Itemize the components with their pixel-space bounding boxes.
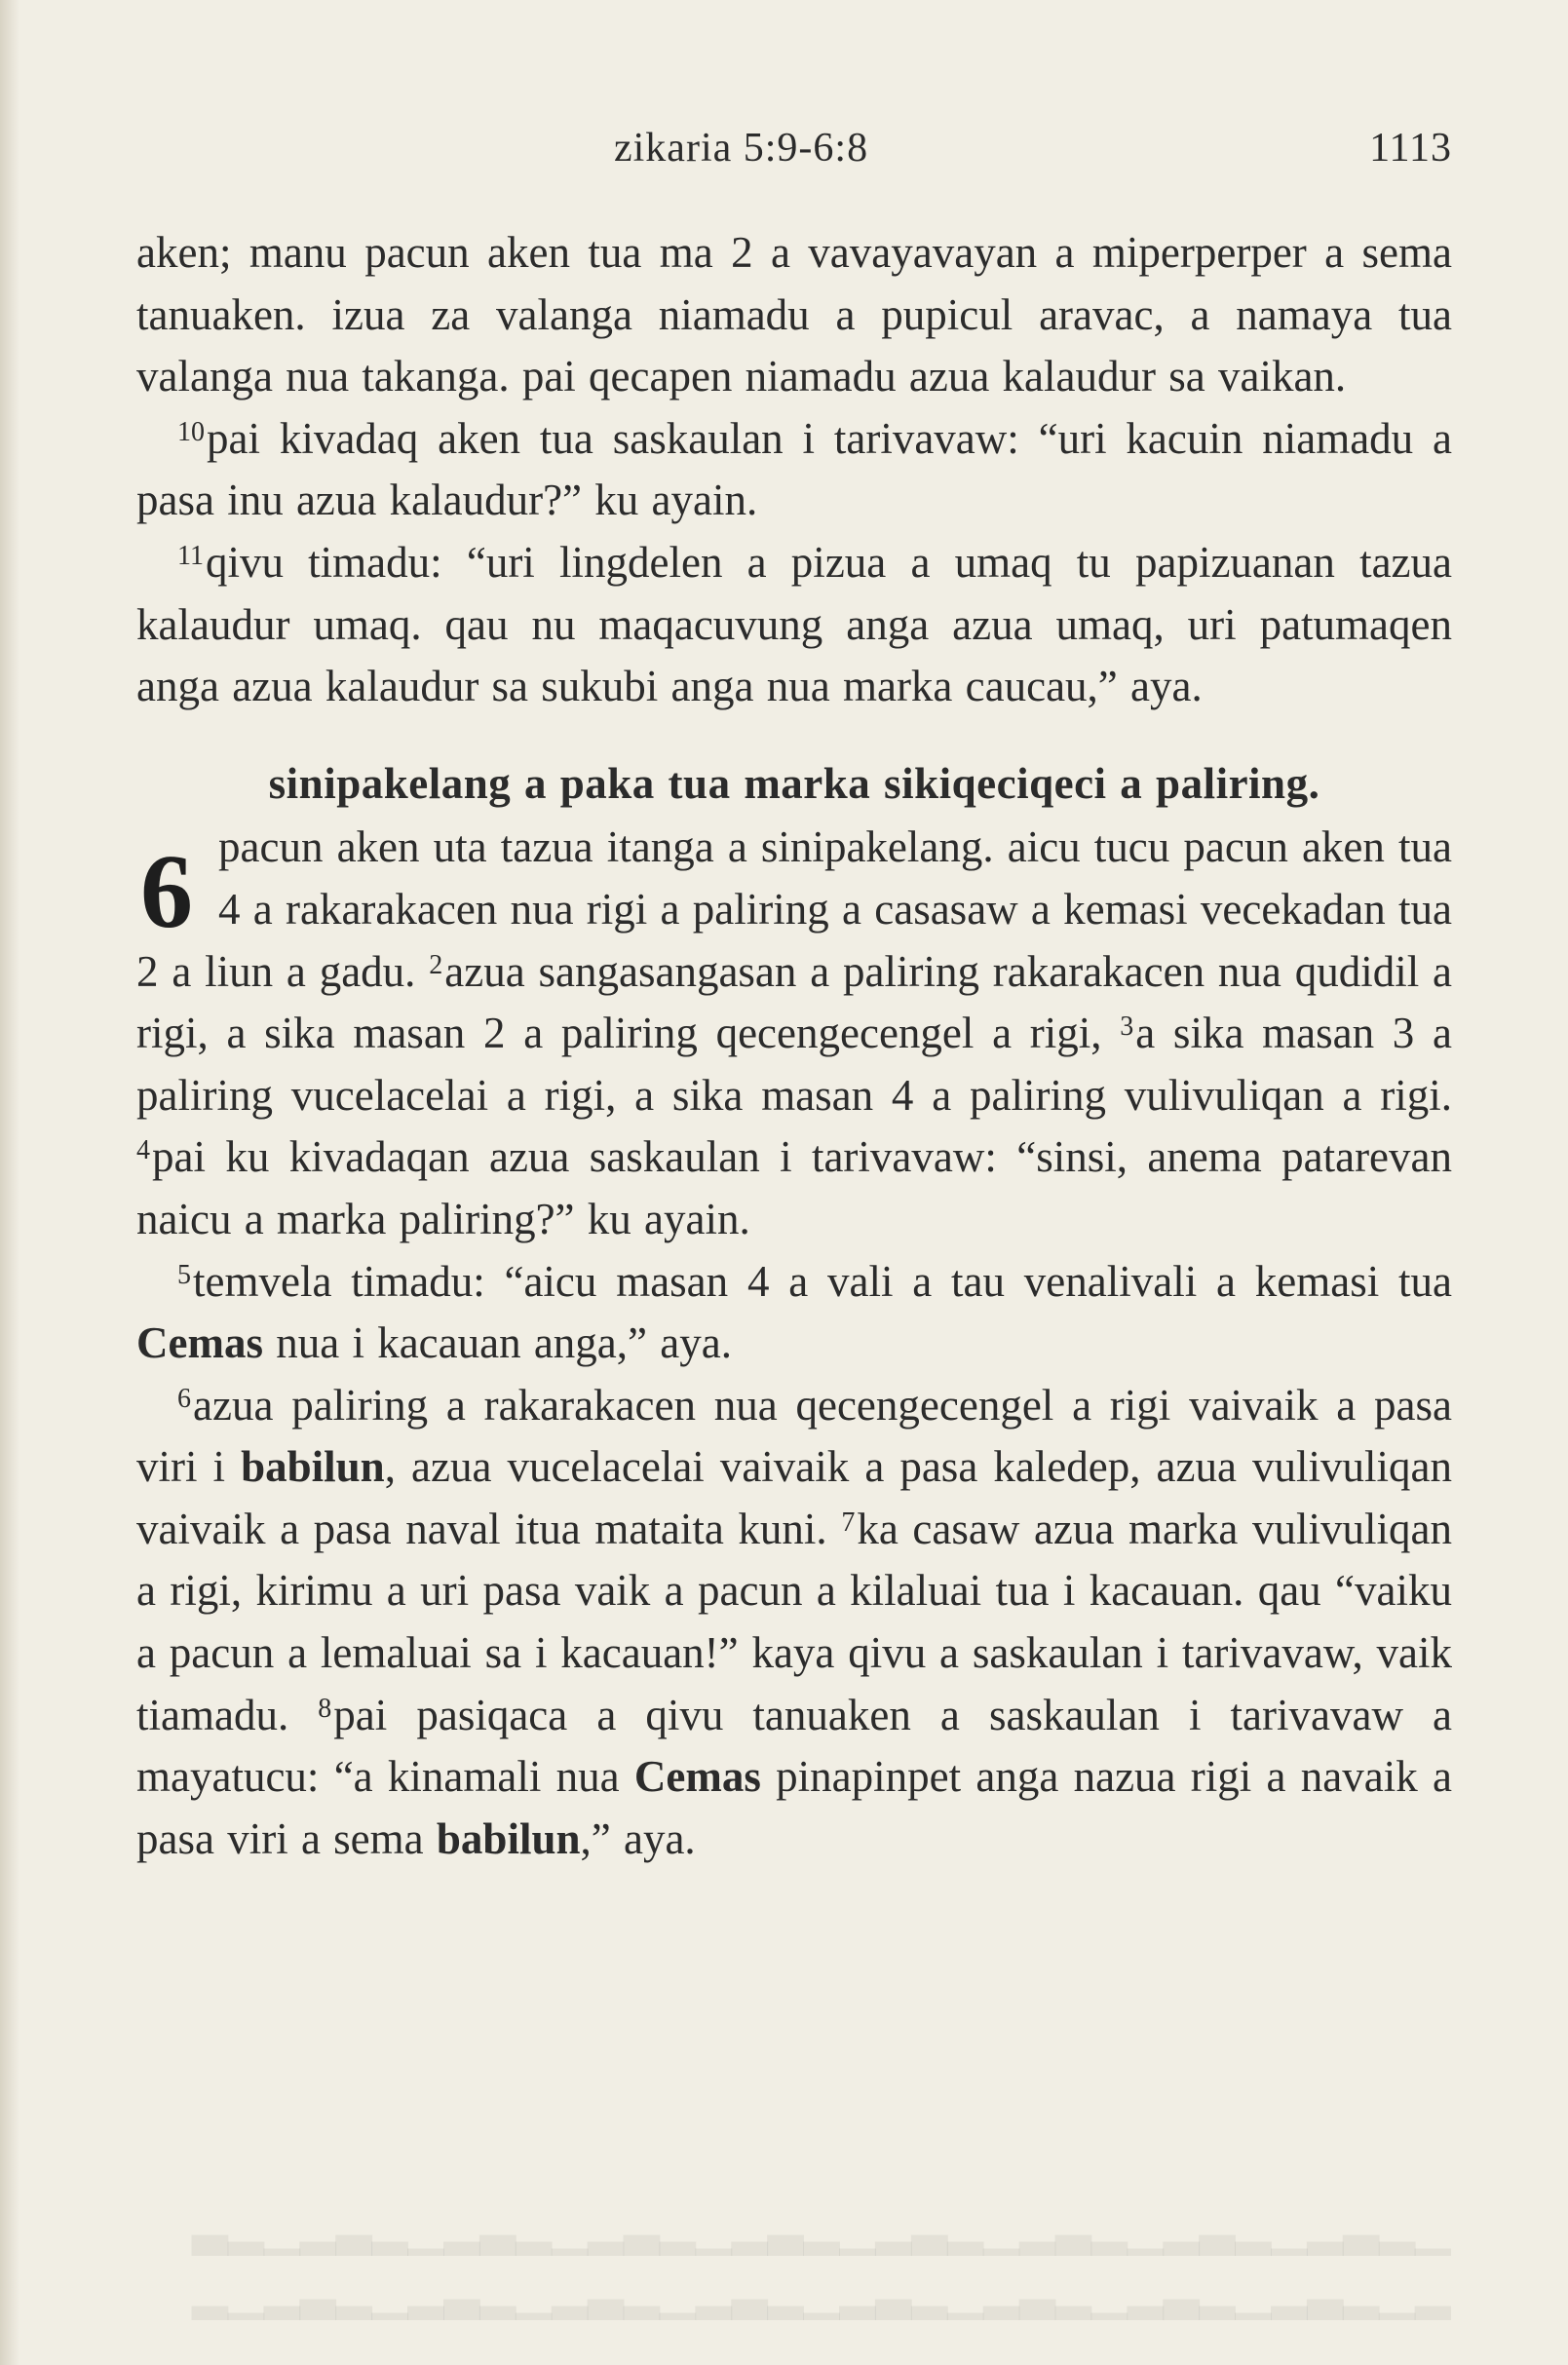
verse-number: 5 [177, 1259, 191, 1290]
verse-text: ,” aya. [580, 1813, 696, 1863]
verse-4-text: pai ku kivadaqan azua saskaulan i tarivavaw: “sinsi, anema patarevan naicu a marka paliring?” ku ayain. [136, 1132, 1452, 1243]
bold-term: babilun [436, 1813, 581, 1863]
verse-number: 4 [136, 1135, 150, 1166]
verse-6-7 [136, 1375, 1452, 1871]
verse-5 [136, 1251, 1452, 1375]
verse-number: 10 [177, 416, 205, 447]
bold-term: babilun [241, 1442, 385, 1492]
running-title: zikaria 5:9-6:8 [614, 126, 869, 171]
verse-number: 3 [1120, 1011, 1134, 1043]
verse-10 [136, 408, 1452, 532]
verse-3-text: a sika masan 3 a paliring vucelacelai a rigi, a sika masan 4 a paliring vulivuliqan a rigi. [136, 1009, 1452, 1120]
verse-text: azua paliring a rakarakacen nua qecengecengel a rigi vaivaik a pasa viri i [136, 1380, 1452, 1492]
verse-text: qivu timadu: “uri lingdelen a pizua a umaq tu papizuanan tazua kalaudur umaq. qau nu maqacuvung anga azua umaq, uri patumaqen anga azua kalaudur sa sukubi anga nua marka caucau,” aya. [136, 537, 1452, 711]
page-edge-shadow [0, 0, 19, 2365]
verse-number: 6 [177, 1383, 191, 1414]
bold-term: Cemas [633, 1752, 761, 1802]
verse-1-text: pacun aken uta tazua itanga a sinipakelang. aicu tucu pacun aken tua 4 a rakarakacen nua rigi a paliring a casasaw a kemasi vecekadan tua 2 a liun a gadu. [136, 822, 1452, 996]
running-header [136, 125, 1452, 183]
page-body [136, 222, 1452, 1870]
page-number: 1113 [1369, 126, 1452, 171]
verse-text: ka casaw azua marka vulivuliqan a rigi, kirimu a uri pasa vaik a pacun a kilaluai tua i kacauan. qau “vaiku a pacun a lemaluai sa i kacauan!” kaya qivu a saskaulan i tarivavaw, vaik tiamadu. [136, 1504, 1453, 1739]
verse-text: , azua vucelacelai vaivaik a pasa kaledep, azua vulivuliqan vaivaik a pasa naval itua mataita kuni. [136, 1442, 1452, 1553]
verse-text: temvela timadu: “aicu masan 4 a vali a tau venalivali a kemasi tua [193, 1256, 1452, 1306]
bold-term: Cemas [136, 1318, 263, 1368]
bleed-through-texture: ▁▂▃▂▁▂▃▂▁▂▃▂▁▂▃▂▁▂▃▂▁▂▃▂▁▂▃▂▁▂▃▂▁▂▃ ▂▁▂▃▂▁▂▃▂▁▂▃▂▁▂▃▂▁▂▃▂▁▂▃▂▁▂▃▂▁▂▃▂▁▂ [192, 2203, 1451, 2319]
verse-number: 7 [841, 1507, 856, 1538]
verse-text: nua i kacauan anga,” aya. [262, 1318, 732, 1368]
continuation-paragraph: aken; manu pacun aken tua ma 2 a vavayavayan a miperperper a sema tanuaken. izua za valanga niamadu a pupicul aravac, a namaya tua valanga nua takanga. pai qecapen niamadu azua kalaudur sa vaikan. [136, 228, 1452, 401]
verse-11 [136, 532, 1452, 718]
chapter-number: 6 [140, 834, 193, 951]
verse-2-text: azua sangasangasan a paliring rakarakacen nua qudidil a rigi, a sika masan 2 a paliring qecengecengel a rigi, [136, 946, 1452, 1058]
verse-text: pai pasiqaca a qivu tanuaken a saskaulan i tarivavaw a mayatucu: “a kinamali nua [136, 1690, 1452, 1802]
verse-text: pinapinpet anga nazua rigi a navaik a pasa viri a sema [136, 1752, 1452, 1863]
section-heading: sinipakelang a paka tua marka sikiqeciqeci a paliring. [268, 758, 1320, 808]
verse-number: 2 [429, 949, 443, 980]
verse-text: pai kivadaq aken tua saskaulan i tarivavaw: “uri kacuin niamadu a pasa inu azua kalaudur?” ku ayain. [136, 413, 1452, 525]
verse-number: 11 [177, 540, 204, 571]
chapter-6-paragraph-1 [136, 817, 1452, 1250]
verse-number: 8 [318, 1693, 332, 1724]
